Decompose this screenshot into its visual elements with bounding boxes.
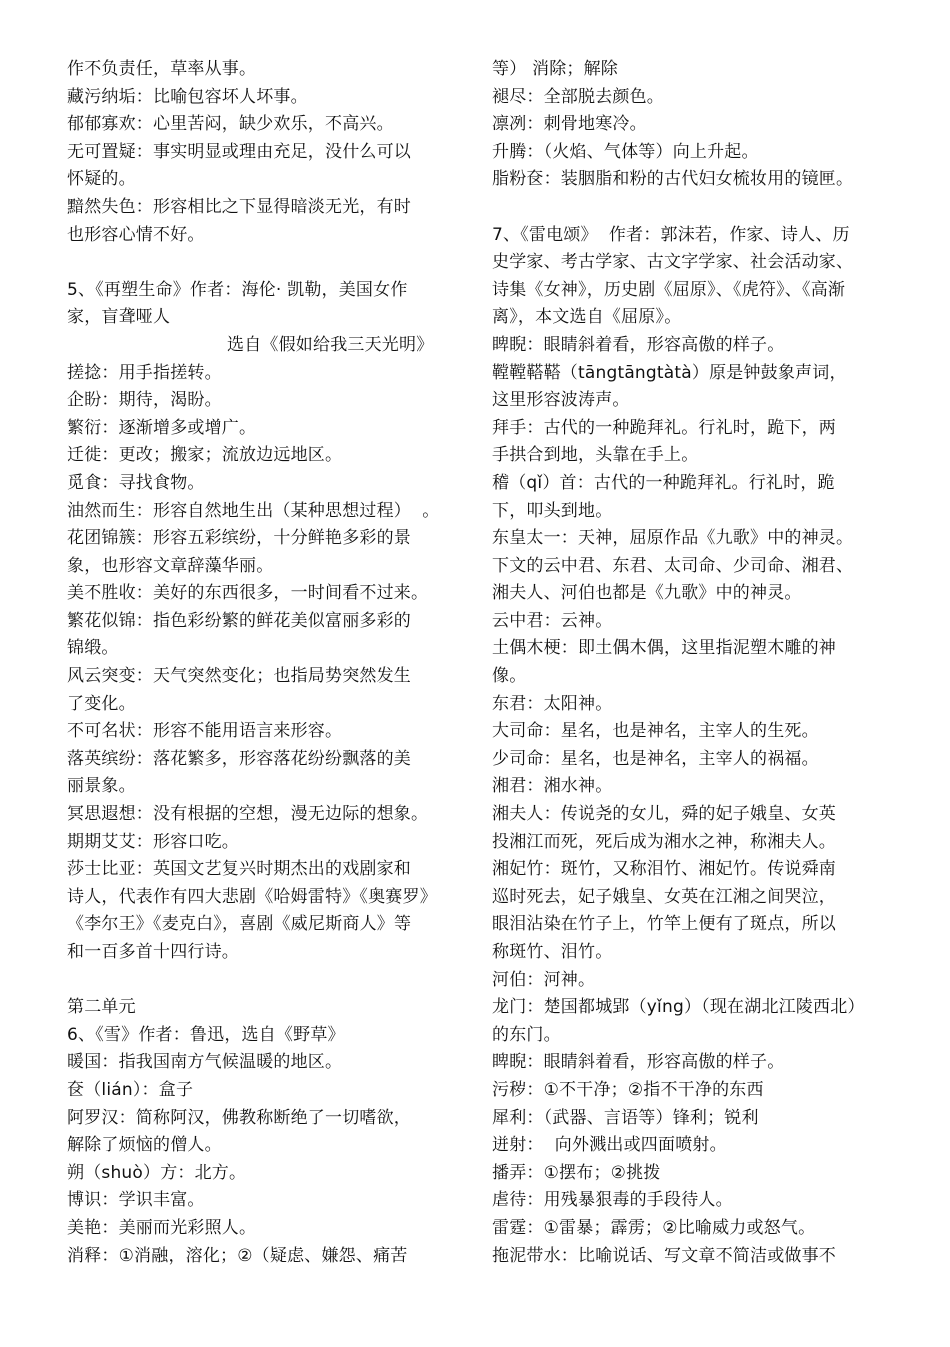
text-line: 油然而生：形容自然地生出（某种思想过程） 。 [67, 500, 440, 521]
text-line: 企盼：期待，渴盼。 [67, 390, 222, 411]
text-line: 河伯：河神。 [492, 969, 596, 990]
text-line: 美艳：美丽而光彩照人。 [67, 1217, 257, 1238]
text-line: 阿罗汉：简称阿汉，佛教称断绝了一切嗜欲， [67, 1107, 411, 1128]
text-line: 升腾：（火焰、气体等）向上升起。 [492, 141, 759, 162]
text-line: 莎士比亚：英国文艺复兴时期杰出的戏剧家和 [67, 859, 411, 880]
right-column [492, 56, 887, 1270]
text-line: 稽（qǐ）首：古代的一种跪拜礼。行礼时，跪 [492, 472, 835, 493]
text-line: 《李尔王》《麦克白》，喜剧《威尼斯商人》等 [67, 914, 412, 935]
text-line: 等） 消除；解除 [492, 59, 619, 79]
text-line: 繁花似锦：指色彩纷繁的鲜花美似富丽多彩的 [67, 610, 411, 631]
text-line: 东皇太一：天神，屈原作品《九歌》中的神灵。 [492, 528, 854, 549]
text-line: 巡时死去，妃子娥皇、女英在江湘之间哭泣， [492, 886, 836, 907]
text-line: 污秽：①不干净；②指不干净的东西 [492, 1079, 764, 1100]
section-heading: 6、《雪》作者：鲁迅，选自《野草》 [67, 1024, 345, 1045]
text-line: 无可置疑：事实明显或理由充足，没什么可以 [67, 141, 411, 162]
text-line: 家，盲聋哑人 [67, 307, 171, 328]
text-line: 下，叩头到地。 [492, 500, 613, 521]
text-line: 离》，本文选自《屈原》。 [492, 307, 682, 328]
text-line: 诗集《女神》，历史剧《屈原》、《虎符》、《高渐 [492, 279, 846, 300]
text-line: 消释：①消融，溶化；②（疑虑、嫌怨、痛苦 [67, 1245, 408, 1266]
unit-heading: 第二单元 [67, 997, 136, 1018]
text-line: 湘君：湘水神。 [492, 776, 613, 797]
text-line: 期期艾艾：形容口吃。 [67, 831, 239, 852]
text-line: 脂粉奁：装胭脂和粉的古代妇女梳妆用的镜匣。 [492, 169, 854, 190]
text-line: 郁郁寡欢：心里苦闷，缺少欢乐，不高兴。 [67, 114, 394, 135]
left-column [67, 56, 462, 1270]
text-line: 了变化。 [67, 693, 136, 714]
text-line: 落英缤纷：落花繁多，形容落花纷纷飘落的美 [67, 748, 411, 769]
text-line: 湘妃竹：斑竹，又称泪竹、湘妃竹。传说舜南 [492, 859, 836, 880]
text-line: 藏污纳垢：比喻包容坏人坏事。 [67, 86, 308, 107]
text-line: 奁（lián）：盒子 [67, 1079, 194, 1100]
text-line: 湘夫人、河伯也都是《九歌》中的神灵。 [492, 583, 802, 604]
text-line: 褪尽：全部脱去颜色。 [492, 86, 664, 107]
text-line: 觅食：寻找食物。 [67, 472, 205, 493]
text-line: 下文的云中君、东君、太司命、少司命、湘君、 [492, 555, 854, 576]
text-line: 作不负责任，草率从事。 [67, 59, 257, 79]
text-line: 大司命：星名，也是神名，主宰人的生死。 [492, 721, 819, 742]
text-line: 眼泪沾染在竹子上，竹竿上便有了斑点，所以 [492, 914, 836, 935]
text-line: 风云突变：天气突然变化；也指局势突然发生 [67, 666, 411, 687]
text-line: 黯然失色：形容相比之下显得暗淡无光，有时 [67, 196, 411, 217]
text-line: 迁徙：更改；搬家；流放边远地区。 [67, 445, 343, 466]
text-line: 播弄：①摆布；②挑拨 [492, 1162, 661, 1183]
text-line: 称斑竹、泪竹。 [492, 942, 613, 962]
text-line: 犀利：（武器、言语等）锋利；锐利 [492, 1107, 759, 1128]
text-line: 虐待：用残暴狠毒的手段待人。 [492, 1190, 733, 1211]
text-line: 暖国：指我国南方气候温暖的地区。 [67, 1052, 343, 1073]
text-line: 湘夫人：传说尧的女儿，舜的妃子娥皇、女英 [492, 804, 836, 825]
blank-line [67, 967, 462, 995]
section-heading: 7、《雷电颂》 作者：郭沫若，作家、诗人、历 [492, 224, 850, 245]
text-line: 雷霆：①雷暴；霹雳；②比喻威力或怒气。 [492, 1217, 816, 1238]
text-line: 解除了烦恼的僧人。 [67, 1135, 222, 1156]
text-line: 凛冽：刺骨地寒冷。 [492, 114, 647, 135]
text-line: 土偶木梗：即土偶木偶，这里指泥塑木雕的神 [492, 638, 836, 659]
text-line: 锦缎。 [67, 638, 119, 659]
text-line: 不可名状：形容不能用语言来形容。 [67, 721, 343, 742]
text-line: 手拱合到地，头靠在手上。 [492, 445, 699, 466]
text-line: 迸射： 向外溅出或四面喷射。 [492, 1135, 727, 1156]
text-line: 美不胜收：美好的东西很多，一时间看不过来。 [67, 583, 429, 604]
text-line: 博识：学识丰富。 [67, 1190, 205, 1211]
text-line: 冥思遐想：没有根据的空想，漫无边际的想象。 [67, 804, 429, 825]
text-line: 也形容心情不好。 [67, 224, 205, 245]
text-line: 搓捻：用手指搓转。 [67, 362, 222, 383]
text-line: 拖泥带水：比喻说话、写文章不简洁或做事不 [492, 1245, 836, 1266]
text-line: 投湘江而死，死后成为湘水之神，称湘夫人。 [492, 831, 836, 852]
text-line: 这里形容波涛声。 [492, 390, 630, 411]
source-line: 选自《假如给我三天光明》 [227, 334, 434, 355]
text-line: 龙门：楚国都城郢（yǐng）（现在湖北江陵西北） [492, 997, 865, 1018]
text-line: 鞺鞺鞳鞳（tāngtāngtàtà）原是钟鼓象声词， [492, 362, 847, 383]
text-line: 丽景象。 [67, 776, 136, 797]
text-line: 像。 [492, 666, 527, 687]
text-line: 象，也形容文章辞藻华丽。 [67, 555, 274, 576]
blank-line [492, 194, 887, 222]
text-line: 睥睨：眼睛斜着看，形容高傲的样子。 [492, 1052, 785, 1073]
blank-line [67, 249, 462, 277]
text-line: 史学家、考古学家、古文字学家、社会活动家、 [492, 252, 854, 273]
text-line: 花团锦簇：形容五彩缤纷，十分鲜艳多彩的景 [67, 528, 411, 549]
text-line: 朔（shuò）方：北方。 [67, 1162, 247, 1183]
text-line: 拜手：古代的一种跪拜礼。行礼时，跪下，两 [492, 417, 836, 438]
text-line: 怀疑的。 [67, 169, 136, 190]
text-line: 诗人，代表作有四大悲剧《哈姆雷特》《奥赛罗》 [67, 886, 437, 907]
text-line: 睥睨：眼睛斜着看，形容高傲的样子。 [492, 334, 785, 355]
text-line: 繁衍：逐渐增多或增广。 [67, 417, 257, 438]
text-line: 和一百多首十四行诗。 [67, 942, 239, 962]
text-line: 东君：太阳神。 [492, 693, 613, 714]
text-line: 的东门。 [492, 1024, 561, 1045]
section-heading: 5、《再塑生命》作者：海伦· 凯勒，美国女作 [67, 279, 408, 300]
text-line: 云中君：云神。 [492, 610, 613, 631]
text-line: 少司命：星名，也是神名，主宰人的祸福。 [492, 748, 819, 769]
